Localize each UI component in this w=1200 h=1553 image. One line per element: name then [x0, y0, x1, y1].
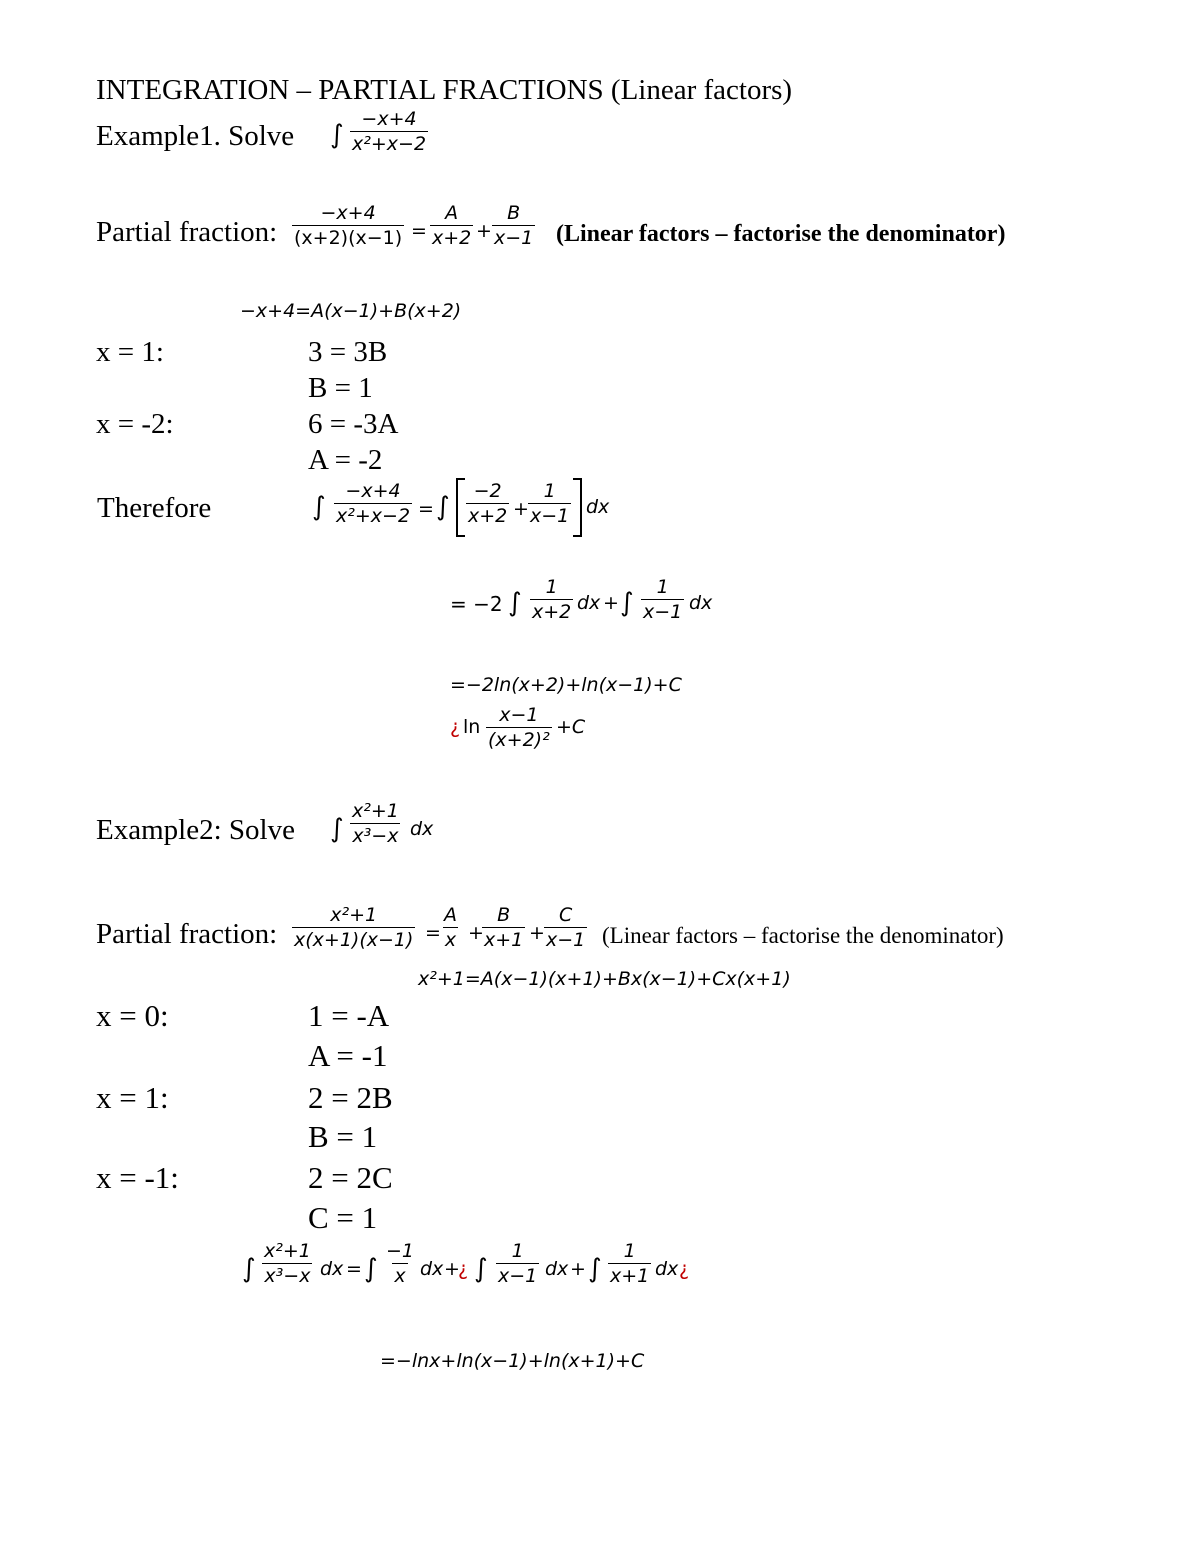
integral-sign: ∫	[474, 1254, 488, 1284]
ex1-pf-note: (Linear factors – factorise the denominator)	[556, 221, 1006, 247]
right-bracket	[573, 478, 582, 537]
equals-sign: =	[418, 498, 434, 520]
ex1-line2-coef: = −2	[450, 592, 503, 616]
equals-sign: =	[346, 1258, 362, 1280]
dx-symbol: dx	[655, 1258, 679, 1280]
ex2-step-label: x = 0:	[96, 998, 169, 1033]
integral-sign: ∫	[330, 814, 344, 844]
dx-symbol: dx	[689, 592, 713, 614]
therefore-label: Therefore	[97, 492, 212, 524]
plus-sign: +	[444, 1258, 460, 1280]
integral-sign: ∫	[620, 588, 634, 618]
integral-sign: ∫	[330, 120, 344, 150]
ex2-pf-term-b: $\frac{B}{x+1}$	[484, 904, 524, 951]
ex2-int-term1: $\frac{-1}{x}$	[386, 1240, 415, 1287]
integral-sign: ∫	[364, 1254, 378, 1284]
ex2-step-eq: 2 = 2B	[308, 1080, 393, 1115]
ex1-line4-tail: +C	[556, 716, 586, 738]
ex2-step-eq: C = 1	[308, 1200, 378, 1235]
ex2-identity: x²+1=A(x−1)(x+1)+Bx(x−1)+Cx(x+1)	[418, 968, 791, 990]
ex2-step-eq: A = -1	[308, 1038, 388, 1073]
plus-sign: +	[603, 592, 619, 614]
error-glyph: ¿	[679, 1258, 690, 1280]
therefore-term1: $\frac{-2}{x+2}$	[468, 480, 508, 527]
ex2-pf-note: (Linear factors – factorise the denominator)	[602, 923, 1004, 948]
error-glyph: ¿	[458, 1258, 469, 1280]
example1-label: Example1. Solve	[96, 120, 295, 152]
integral-sign: ∫	[588, 1254, 602, 1284]
error-glyph: ¿	[450, 716, 461, 738]
ex2-step-label: x = -1:	[96, 1160, 179, 1195]
integral-sign: ∫	[508, 588, 522, 618]
ex1-line4-fraction: $\frac{x-1}{\text{(x+2)²}}$	[488, 704, 550, 751]
ex1-pf-label: Partial fraction:	[96, 216, 278, 248]
plus-sign: +	[468, 922, 484, 944]
plus-sign: +	[570, 1258, 586, 1280]
plus-sign: +	[476, 220, 492, 242]
example2-integrand: $\frac{\text{x²+1}}{\text{x³−x}}$	[352, 800, 399, 847]
ex1-line2-term1: $\frac{1}{x+2}$	[532, 576, 572, 623]
dx-symbol: dx	[545, 1258, 569, 1280]
ex1-step-label: x = 1:	[96, 336, 164, 368]
ex1-identity: −x+4=A(x−1)+B(x+2)	[240, 300, 462, 322]
ex1-step-label: x = -2:	[96, 408, 174, 440]
left-bracket	[456, 478, 465, 537]
ex2-step-eq: 1 = -A	[308, 998, 390, 1033]
ex1-pf-lhs: $\frac{-x+4}{(x+2)(x-1)}$	[294, 202, 403, 249]
equals-sign: =	[425, 922, 441, 944]
ex1-step-eq: B = 1	[308, 372, 373, 404]
ex2-pf-term-c: $\frac{C}{x-1}$	[546, 904, 586, 951]
dx-symbol: dx	[577, 592, 601, 614]
ex2-final: =−lnx+ln(x−1)+ln(x+1)+C	[380, 1350, 645, 1372]
example1-integrand: $\frac{-x+4}{\text{x²+x−2}}$	[352, 108, 427, 155]
integral-sign: ∫	[436, 492, 450, 522]
integral-sign: ∫	[242, 1254, 256, 1284]
ex2-pf-term-a: $\frac{A}{x}$	[444, 904, 457, 951]
plus-sign: +	[513, 498, 529, 520]
ex2-int-lhs: $\frac{\text{x²+1}}{\text{x³−x}}$	[264, 1240, 311, 1287]
integral-sign: ∫	[312, 492, 326, 522]
equals-sign: =	[411, 220, 427, 242]
ex1-line2-term2: $\frac{1}{x-1}$	[643, 576, 683, 623]
ex2-step-eq: B = 1	[308, 1119, 378, 1154]
example2-label: Example2: Solve	[96, 814, 295, 846]
dx-symbol: dx	[320, 1258, 344, 1280]
ex2-step-eq: 2 = 2C	[308, 1160, 393, 1195]
ex1-step-eq: 6 = -3A	[308, 408, 399, 440]
ex2-step-label: x = 1:	[96, 1080, 169, 1115]
ln-symbol: ln	[463, 716, 481, 738]
dx-symbol: dx	[420, 1258, 444, 1280]
ex1-line3: =−2ln(x+2)+ln(x−1)+C	[450, 674, 682, 696]
ex2-pf-label: Partial fraction:	[96, 918, 278, 950]
dx-symbol: dx	[410, 818, 434, 840]
ex1-pf-term-a: $\frac{A}{x+2}$	[432, 202, 472, 249]
page-title: INTEGRATION – PARTIAL FRACTIONS (Linear factors)	[96, 74, 793, 106]
ex2-int-term2: $\frac{1}{x-1}$	[498, 1240, 538, 1287]
ex2-pf-lhs: $\frac{\text{x²+1}}{x(x+1)(x-1)}$	[294, 904, 414, 951]
ex1-pf-term-b: $\frac{B}{x-1}$	[494, 202, 534, 249]
ex1-step-eq: A = -2	[308, 444, 383, 476]
plus-sign: +	[529, 922, 545, 944]
ex2-int-term3: $\frac{1}{x+1}$	[610, 1240, 650, 1287]
therefore-lhs: $\frac{-x+4}{\text{x²+x−2}}$	[336, 480, 411, 527]
ex1-step-eq: 3 = 3B	[308, 336, 388, 368]
therefore-term2: $\frac{1}{x-1}$	[530, 480, 570, 527]
dx-symbol: dx	[586, 496, 610, 518]
